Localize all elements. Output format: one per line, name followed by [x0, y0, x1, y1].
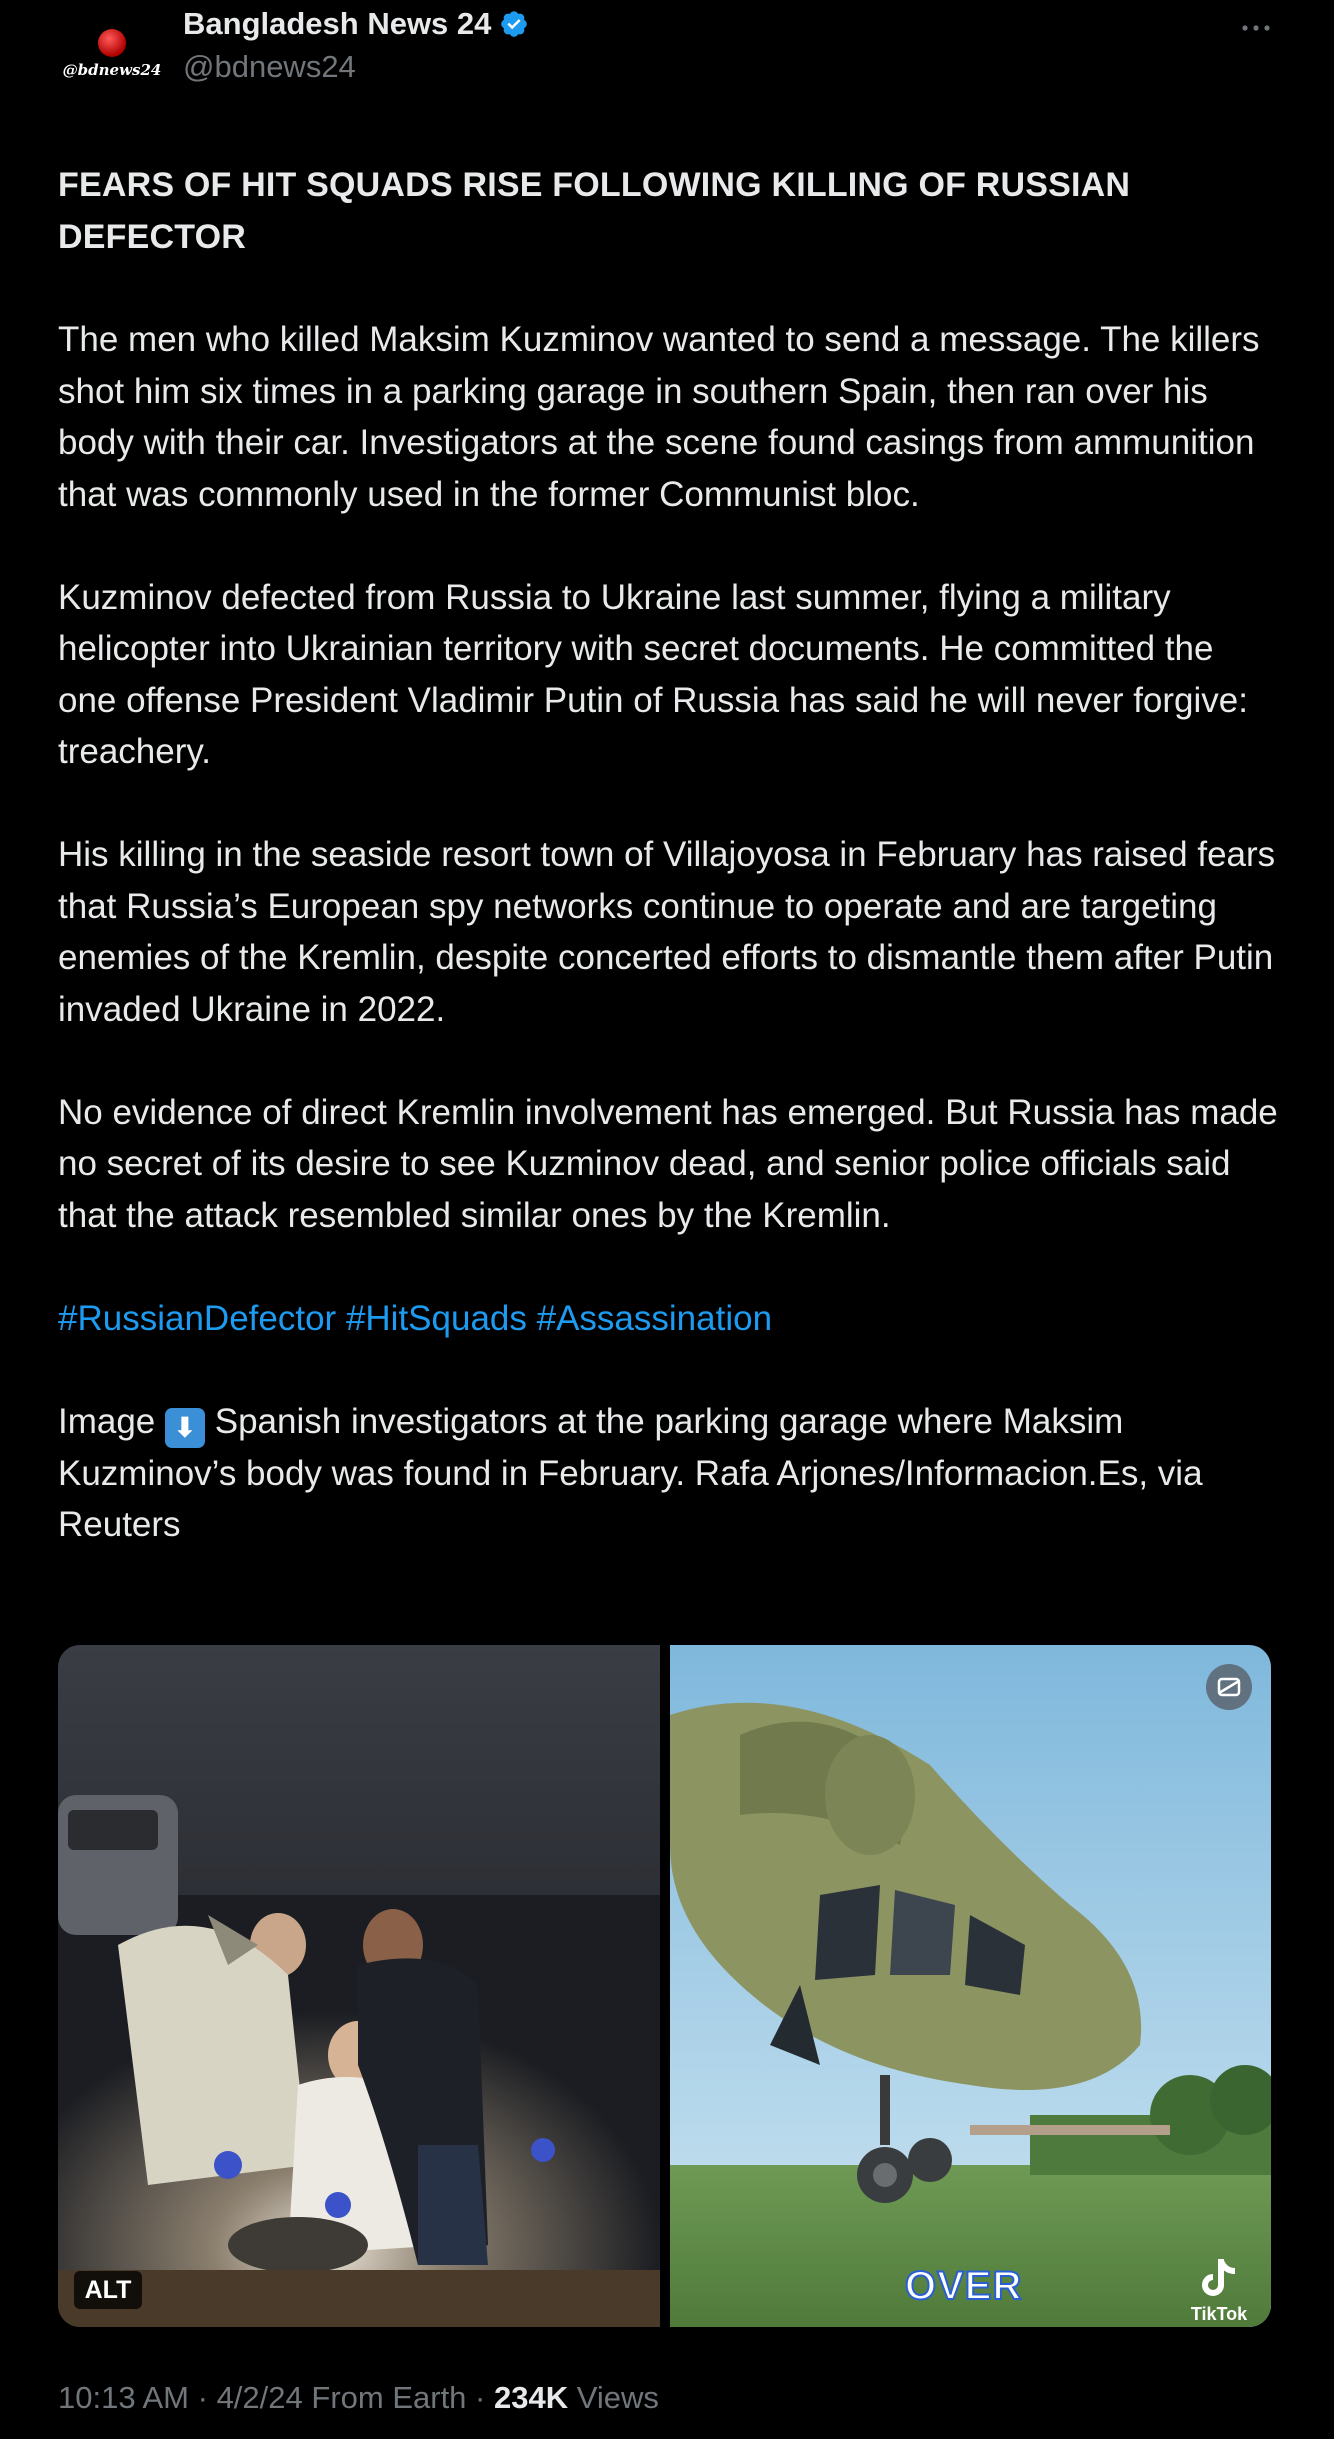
image-caption-prefix: Image	[58, 1401, 156, 1441]
helicopter-video-illustration	[670, 1645, 1271, 2327]
down-arrow-emoji-icon: ⬇	[165, 1408, 205, 1448]
video-settings-icon[interactable]	[1205, 1663, 1253, 1711]
tweet-time[interactable]: 10:13 AM	[58, 2380, 189, 2415]
more-options-icon[interactable]	[1236, 8, 1276, 48]
investigators-photo-illustration	[58, 1645, 660, 2327]
tweet-paragraph: The men who killed Maksim Kuzminov wanted to send a message. The killers shot him six times in a parking garage in southern Spain, then ran over his body with their car. Investigators at the scene found casings from ammunition that was commonly used in the former Communist bloc.	[58, 320, 1260, 514]
helicopter-video[interactable]	[670, 1645, 1271, 2327]
tiktok-logo-icon	[1199, 2257, 1239, 2299]
tweet-source: From Earth	[311, 2380, 467, 2415]
tiktok-watermark	[1179, 2257, 1259, 2327]
verified-badge-icon	[499, 9, 529, 39]
image-caption-text: Spanish investigators at the parking garage where Maksim Kuzminov’s body was found in February. Rafa Arjones/Informacion.Es, via Reuters	[58, 1401, 1203, 1544]
tweet-date[interactable]: 4/2/24	[216, 2380, 303, 2415]
video-overlay-text: OVER	[905, 2264, 1023, 2308]
author-handle[interactable]: @bdnews24	[183, 49, 356, 84]
image-caption	[58, 1396, 1280, 1551]
tweet-paragraph: His killing in the seaside resort town of Villajoyosa in February has raised fears that Russia’s European spy networks continue to operate and are targeting enemies of the Kremlin, despite concerted efforts to dismantle them after Putin invaded Ukraine in 2022.	[58, 835, 1276, 1029]
author-name-row	[183, 6, 529, 42]
hashtag-link[interactable]: #HitSquads	[345, 1298, 527, 1338]
tweet-meta	[58, 2380, 659, 2416]
globe-logo-icon	[98, 29, 126, 57]
tweet-text	[58, 159, 1280, 1602]
meta-separator: ·	[197, 2380, 208, 2415]
tiktok-label: TikTok	[1190, 2304, 1248, 2324]
tweet-headline: FEARS OF HIT SQUADS RISE FOLLOWING KILLING OF RUSSIAN DEFECTOR	[58, 166, 1131, 256]
author-display-name[interactable]: Bangladesh News 24	[183, 6, 492, 41]
tweet-paragraph: Kuzminov defected from Russia to Ukraine last summer, flying a military helicopter into Ukrainian territory with secret documents. He committed the one offense President Vladimir Putin of Russia has said he will never forgive: treachery.	[58, 577, 1248, 771]
views-label: Views	[576, 2380, 659, 2415]
hashtag-link[interactable]: #Assassination	[536, 1298, 773, 1338]
avatar[interactable]	[58, 4, 166, 104]
avatar-logo-text: @bdnews24	[62, 61, 162, 79]
hashtag-link[interactable]: #RussianDefector	[58, 1298, 337, 1338]
tweet-paragraph: No evidence of direct Kremlin involvement has emerged. But Russia has made no secret of its desire to see Kuzminov dead, and senior police officials said that the attack resembled similar ones by the Kremlin.	[58, 1092, 1278, 1235]
media-grid	[58, 1645, 1271, 2327]
alt-text-button[interactable]: ALT	[74, 2271, 142, 2309]
hashtag-row	[58, 1293, 1280, 1345]
meta-separator: ·	[475, 2380, 486, 2415]
tweet-header	[58, 0, 1276, 110]
views-count: 234K	[494, 2380, 569, 2415]
investigators-photo[interactable]	[58, 1645, 660, 2327]
